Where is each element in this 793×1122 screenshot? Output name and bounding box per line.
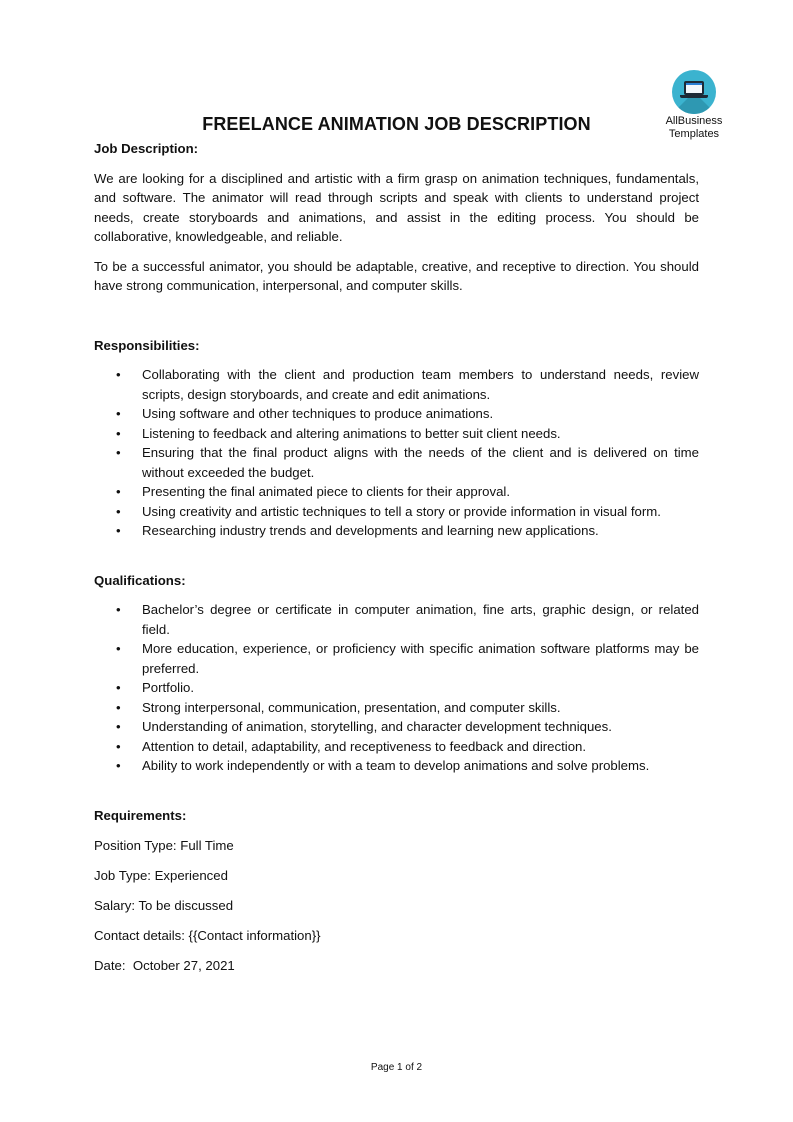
list-item: • Collaborating with the client and production team members to understand needs, review scripts, design storyboards, and create and edit animations. bbox=[116, 367, 699, 402]
date: Date: October 27, 2021 bbox=[94, 957, 235, 973]
list-item: • Bachelor’s degree or certificate in computer animation, fine arts, graphic design, or related field. bbox=[116, 602, 699, 637]
position-type: Position Type: Full Time bbox=[94, 837, 234, 853]
job-description-paragraph: We are looking for a disciplined and artistic with a firm grasp on animation techniques, fundamentals, and software. The animator will read through scripts and speak with clients to understand project needs, create storyboards and animations, and assist in the editing process. You should be collaborative, knowledgeable, and reliable. bbox=[94, 170, 699, 244]
list-item: • Ensuring that the final product aligns with the needs of the client and is delivered on time without exceeded the budget. bbox=[116, 445, 699, 480]
qualifications-list bbox=[94, 600, 699, 776]
bullet-icon: • bbox=[116, 523, 121, 538]
bullet-icon: • bbox=[116, 699, 121, 715]
bullet-icon: • bbox=[116, 758, 121, 773]
list-item: • Presenting the final animated piece to clients for their approval. bbox=[94, 482, 699, 502]
list-item: • Using software and other techniques to produce animations. bbox=[94, 404, 699, 424]
salary: Salary: To be discussed bbox=[94, 897, 234, 913]
list-item: • Ability to work independently or with a team to develop animations and solve problems. bbox=[94, 756, 699, 776]
page-number: Page 1 of 2 bbox=[370, 1062, 423, 1073]
list-item: • Using creativity and artistic techniques to tell a story or provide information in visual form. bbox=[94, 502, 699, 522]
bullet-icon: • bbox=[116, 602, 121, 617]
job-description-heading: Job Description: bbox=[94, 141, 199, 156]
bullet-icon: • bbox=[116, 680, 121, 695]
list-item: • Researching industry trends and developments and learning new applications. bbox=[94, 521, 699, 541]
responsibilities-list bbox=[94, 365, 699, 541]
qualifications-heading: Qualifications: bbox=[94, 572, 186, 588]
document-body bbox=[94, 139, 699, 986]
list-item: • Portfolio. bbox=[94, 678, 699, 698]
list-item: • More education, experience, or proficiency with specific animation software platforms may be preferred. bbox=[116, 641, 699, 676]
job-description-paragraph: To be a successful animator, you should be adaptable, creative, and receptive to direction. You should have strong communication, interpersonal, and computer skills. bbox=[94, 258, 699, 293]
list-item: • Understanding of animation, storytelling, and character development techniques. bbox=[94, 717, 699, 737]
bullet-icon: • bbox=[116, 738, 121, 754]
logo-text-line2: Templates bbox=[668, 128, 720, 140]
bullet-icon: • bbox=[116, 425, 121, 441]
job-type: Job Type: Experienced bbox=[94, 867, 228, 883]
laptop-icon bbox=[672, 70, 716, 114]
responsibilities-heading: Responsibilities: bbox=[94, 337, 200, 353]
bullet-icon: • bbox=[116, 503, 121, 519]
bullet-icon: • bbox=[116, 484, 121, 499]
bullet-icon: • bbox=[116, 641, 121, 656]
bullet-icon: • bbox=[116, 367, 121, 382]
list-item: • Strong interpersonal, communication, presentation, and computer skills. bbox=[94, 698, 699, 718]
list-item: • Listening to feedback and altering animations to better suit client needs. bbox=[94, 424, 699, 444]
logo-text-line1: AllBusiness bbox=[665, 115, 723, 127]
list-item: • Attention to detail, adaptability, and receptiveness to feedback and direction. bbox=[94, 737, 699, 757]
requirements-heading: Requirements: bbox=[94, 807, 187, 823]
document-title: FREELANCE ANIMATION JOB DESCRIPTION bbox=[202, 114, 591, 134]
contact-details: Contact details: {{Contact information}} bbox=[94, 927, 321, 943]
bullet-icon: • bbox=[116, 719, 121, 734]
bullet-icon: • bbox=[116, 406, 121, 421]
bullet-icon: • bbox=[116, 445, 121, 460]
